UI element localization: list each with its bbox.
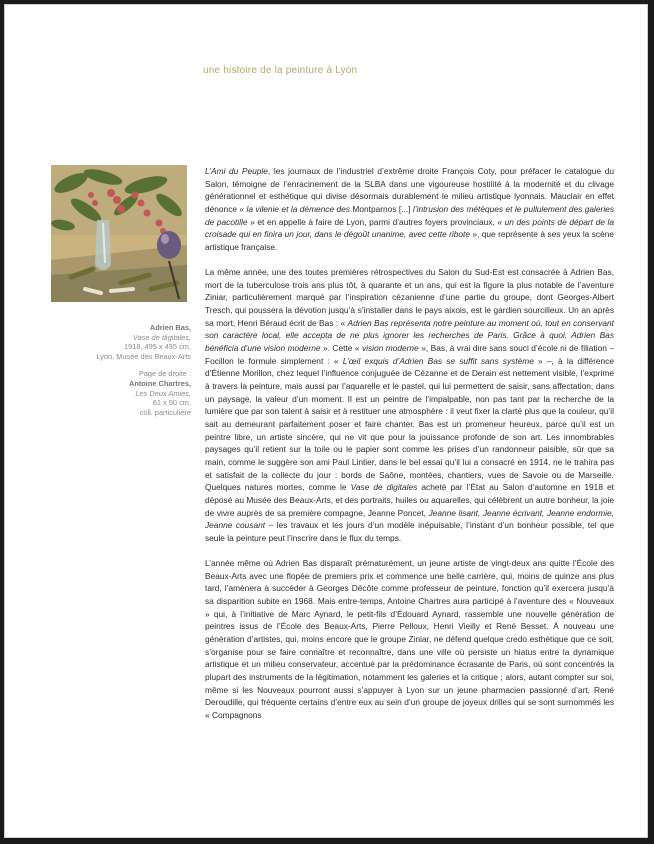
- figure-caption: [89, 323, 191, 417]
- caption2-artist: Antoine Chartres,: [128, 378, 191, 388]
- caption-artist: Adrien Bas,: [149, 323, 191, 332]
- body-text: [205, 165, 614, 722]
- painting-vase-de-digitales: [51, 165, 187, 302]
- caption2-location: coll. particulière: [139, 407, 191, 417]
- paragraph: La même année, une des toutes premières rétrospectives du Salon du Sud-Est est consacrée à Adrien Bas, mort de la tuberculose trois ans plus tôt, à quarante et un ans, qui est la figure la plus notable de l’aventure Ziniar, particulièrement marqué par l’inspiration cézanienne d’une partie du groupe, dont Georges-Albert Tresch, qui poussera la dévotion jusqu’à s’installer dans le pays aixois, est le gardien sourcilleux. Un an après sa mort, Henri Béraud écrit de Bas : « Adrien Bas représenta notre peinture au moment où, tout en conservant son caractère local, elle accepta de ne plus ignorer les recherches de Paris. Grâce à quoi, Adrien Bas bénéficia d’une vision moderne ». Cette « vision moderne », Bas, à vrai dire sans souci d’école ni de filiation – Focillon le formule simplement : « L’œil exquis d’Adrien Bas se suffit sans système » –, à la différence d’Étienne Morillon, chez lequel l’influence conjuguée de Cézanne et de Derain est nettement visible, l’exprime à travers la peinture, mais aussi par l’aquarelle et le pastel, qui lui permettent de saisir, sans affectation, dans un paysage, la valeur d’un moment. Il est un peintre de l’impalpable, non pas tant par la recherche de la lumière que par son talent à saisir et à restituer une atmosphère : il veut fixer la clarté plus que la couleur, qu’il sait au demeurant parfaitement poser et faire chanter. Bas est un promeneur heureux, parce qu’il est un peintre libre, un artiste sincère, qui ne vit que pour la jouissance profonde de son art. Les innombrables paysages qu’il retient sur la toile ou le papier sont comme les prises d’un randonneur paisible, sûr que sa main, comme le suggère son ami Paul Lintier, dans le bel essai qu’il lui a consacré en 1914, ne le trahira pas et satisfait de la collecte du jour : bords de Saône, montées, chantiers, vues de Savoie ou de Marseille. Quelques natures mortes, comme le Vase de digitales acheté par l’État au Salon d’automne en 1918 et déposé au Musée des Beaux-Arts, et des portraits, huiles ou aquarelles, qui célèbrent un autre bonheur, la joie de vivre auprès de sa première compagne, Jeanne Poncet, Jeanne lisant, Jeanne écrivant, Jeanne endormie, Jeanne cousant – les travaux et les jours d’un modèle inépuisable, l’instant d’un bonheur possible, tel que seule la peinture peut l’inscrire dans le flux du temps.: [205, 267, 614, 543]
- caption-details: 1918, 495 x 495 cm,: [124, 342, 191, 352]
- caption-title: Vase de digitales,: [132, 332, 191, 342]
- paragraph: L’année même où Adrien Bas disparaît prématurément, un jeune artiste de vingt-deux ans quitte l’École des Beaux-Arts avec une flopée de premiers prix et commence une belle carrière, qui, moins de quinze ans plus tard, l’amènera à succéder à Georges Décôte comme professeur de peinture, fonction qu’il exercera jusqu’à sa disparition subite en 1968. Mais entre-temps, Antoine Chartres aura participé à l’aventure des « Nouveaux » qui, à l’initiative de Marc Aynard, le petit-fils d’Édouard Aynard, rassemble une nouvelle génération de peintres issus de l’École des Beaux-Arts, Pierre Pelloux, Henri Vieilly et René Besset. À nouveau une génération d’artistes, qui, moins encore que le groupe Ziniar, ne défend quelque credo esthétique que ce soit, s’organise pour se faire connaître et reconnaître, dans une ville où persiste un hiatus entre la dynamique artistique et un milieu conservateur, accentué par la prédominance écrasante de Paris, où sont concentrés la plupart des instruments de la légitimation, notamment les galeries et la critique ; alors, autant compter sur soi, même si les Nouveaux pourront aussi s’appuyer à Lyon sur un jeune pharmacien passionné d’art, René Deroudille, qui fréquente certains d’entre eux au sein d’un groupe de joyeux drilles qui se sont surnommés les « Compagnons: [205, 558, 614, 720]
- caption-location: Lyon, Musée des Beaux-Arts: [96, 351, 191, 361]
- caption2-details: 61 x 50 cm,: [152, 398, 191, 408]
- caption2-title: Les Deux Amies,: [135, 388, 191, 398]
- caption2-intro: Page de droite :: [138, 369, 191, 379]
- running-head: une histoire de la peinture à Lyon: [203, 65, 358, 76]
- painting-image: [51, 165, 187, 302]
- book-page: [4, 4, 648, 838]
- paragraph: L’Ami du Peuple, les journaux de l’industriel d’extrême droite François Coty, pour préfacer le catalogue du Salon, témoigne de l’enracinement de la SLBA dans une vigoureuse hostilité à la modernité et du clivage générationnel et esthétique qui divise désormais durablement le milieu artistique lyonnais. Mauclair en effet dénonce « la vilenie et la démence des Montparnos [...] l’intrusion des métèques et le pullulement des galeries de pacotille » et en appelle à faire de Lyon, parmi d’autres foyers provinciaux, « un des points de départ de la croisade qui en finira un jour, dans le dégoût unanime, avec cette ribote », que représente à ses yeux la scène artistique française.: [205, 166, 614, 252]
